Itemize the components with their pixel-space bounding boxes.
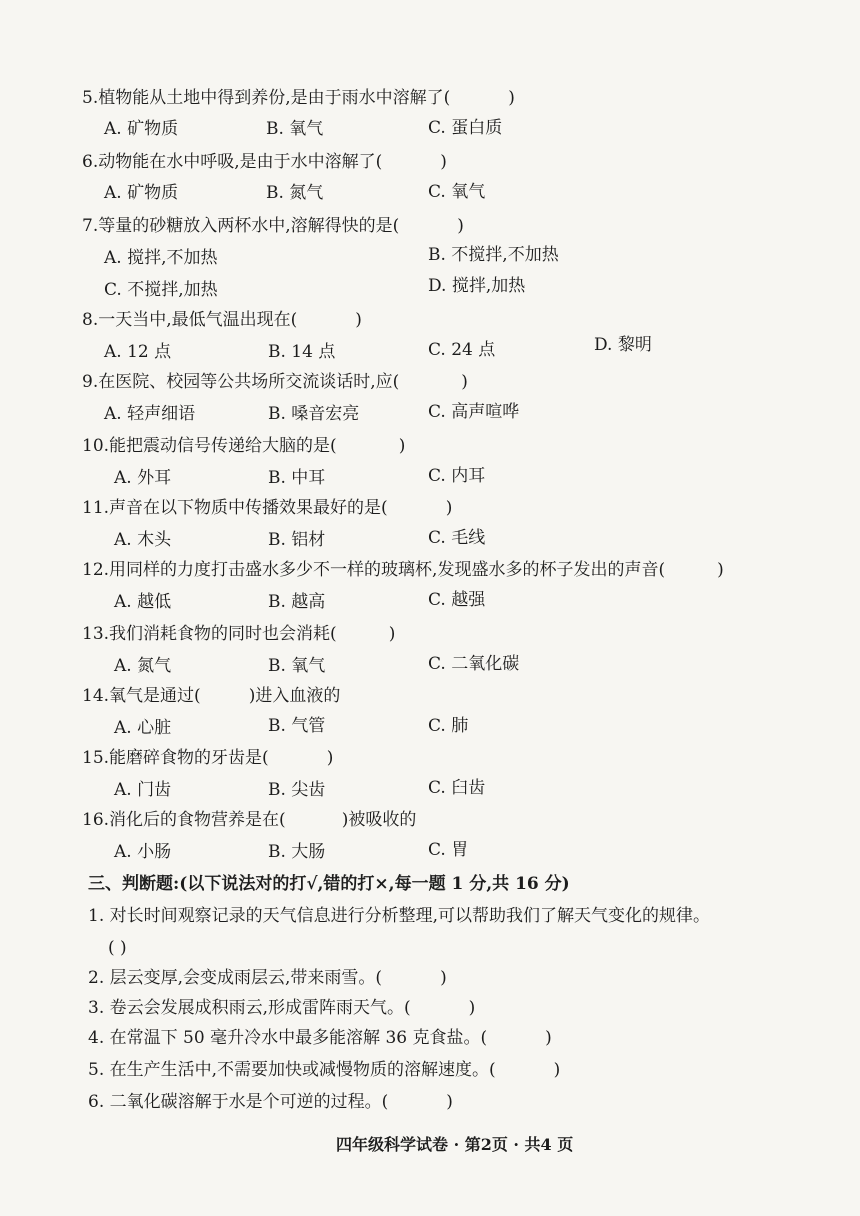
q7-option-b: B. 不搅拌,不加热 — [428, 245, 559, 265]
q9-option-a: A. 轻声细语 — [104, 404, 196, 424]
question-8: 8.一天当中,最低气温出现在( ) — [82, 310, 362, 330]
question-14: 14.氧气是通过( )进入血液的 — [82, 686, 341, 706]
q11-option-b: B. 铝材 — [268, 530, 326, 550]
judge-item-2: 2. 层云变厚,会变成雨层云,带来雨雪。( ) — [88, 968, 447, 988]
q8-option-d: D. 黎明 — [594, 335, 652, 355]
question-15: 15.能磨碎食物的牙齿是( ) — [82, 748, 334, 768]
q10-option-a: A. 外耳 — [114, 468, 172, 488]
judge-item-1: 1. 对长时间观察记录的天气信息进行分析整理,可以帮助我们了解天气变化的规律。 — [88, 906, 711, 926]
q8-option-c: C. 24 点 — [428, 340, 496, 360]
q13-option-c: C. 二氧化碳 — [428, 654, 520, 674]
question-12: 12.用同样的力度打击盛水多少不一样的玻璃杯,发现盛水多的杯子发出的声音( ) — [82, 560, 724, 580]
question-7: 7.等量的砂糖放入两杯水中,溶解得快的是( ) — [82, 216, 464, 236]
question-9: 9.在医院、校园等公共场所交流谈话时,应( ) — [82, 372, 468, 392]
q15-option-c: C. 臼齿 — [428, 778, 486, 798]
question-10: 10.能把震动信号传递给大脑的是( ) — [82, 436, 406, 456]
q12-option-a: A. 越低 — [114, 592, 172, 612]
q7-option-c: C. 不搅拌,加热 — [104, 280, 218, 300]
q6-option-c: C. 氧气 — [428, 182, 486, 202]
q14-option-c: C. 肺 — [428, 716, 469, 736]
q16-option-b: B. 大肠 — [268, 842, 326, 862]
q12-option-b: B. 越高 — [268, 592, 326, 612]
section-3-title: 三、判断题:(以下说法对的打√,错的打×,每一题 1 分,共 16 分) — [88, 874, 570, 894]
q11-option-a: A. 木头 — [114, 530, 172, 550]
judge-item-5: 5. 在生产生活中,不需要加快或减慢物质的溶解速度。( ) — [88, 1060, 561, 1080]
q16-option-c: C. 胃 — [428, 840, 469, 860]
question-11: 11.声音在以下物质中传播效果最好的是( ) — [82, 498, 453, 518]
question-13: 13.我们消耗食物的同时也会消耗( ) — [82, 624, 396, 644]
q14-option-b: B. 气管 — [268, 716, 326, 736]
q6-option-a: A. 矿物质 — [104, 183, 179, 203]
judge-item-3: 3. 卷云会发展成积雨云,形成雷阵雨天气。( ) — [88, 998, 476, 1018]
q10-option-c: C. 内耳 — [428, 466, 486, 486]
q9-option-c: C. 高声喧哗 — [428, 402, 520, 422]
judge-item-6: 6. 二氧化碳溶解于水是个可逆的过程。( ) — [88, 1092, 453, 1112]
q16-option-a: A. 小肠 — [114, 842, 172, 862]
q8-option-a: A. 12 点 — [104, 342, 172, 362]
q13-option-a: A. 氮气 — [114, 656, 172, 676]
question-5: 5.植物能从土地中得到养份,是由于雨水中溶解了( ) — [82, 88, 515, 108]
q7-option-d: D. 搅拌,加热 — [428, 276, 526, 296]
q6-option-b: B. 氮气 — [266, 183, 324, 203]
q5-option-c: C. 蛋白质 — [428, 118, 503, 138]
q5-option-a: A. 矿物质 — [104, 119, 179, 139]
q14-option-a: A. 心脏 — [114, 718, 172, 738]
q15-option-b: B. 尖齿 — [268, 780, 326, 800]
q11-option-c: C. 毛线 — [428, 528, 486, 548]
q9-option-b: B. 嗓音宏亮 — [268, 404, 360, 424]
q13-option-b: B. 氧气 — [268, 656, 326, 676]
q7-option-a: A. 搅拌,不加热 — [104, 248, 218, 268]
q5-option-b: B. 氧气 — [266, 119, 324, 139]
judge-item-4: 4. 在常温下 50 毫升冷水中最多能溶解 36 克食盐。( ) — [88, 1028, 552, 1048]
page-footer: 四年级科学试卷 · 第2页 · 共4 页 — [336, 1135, 574, 1154]
question-6: 6.动物能在水中呼吸,是由于水中溶解了( ) — [82, 152, 447, 172]
q8-option-b: B. 14 点 — [268, 342, 336, 362]
q10-option-b: B. 中耳 — [268, 468, 326, 488]
q15-option-a: A. 门齿 — [114, 780, 172, 800]
q12-option-c: C. 越强 — [428, 590, 486, 610]
question-16: 16.消化后的食物营养是在( )被吸收的 — [82, 810, 417, 830]
judge-item-1-paren: ( ) — [108, 938, 127, 958]
